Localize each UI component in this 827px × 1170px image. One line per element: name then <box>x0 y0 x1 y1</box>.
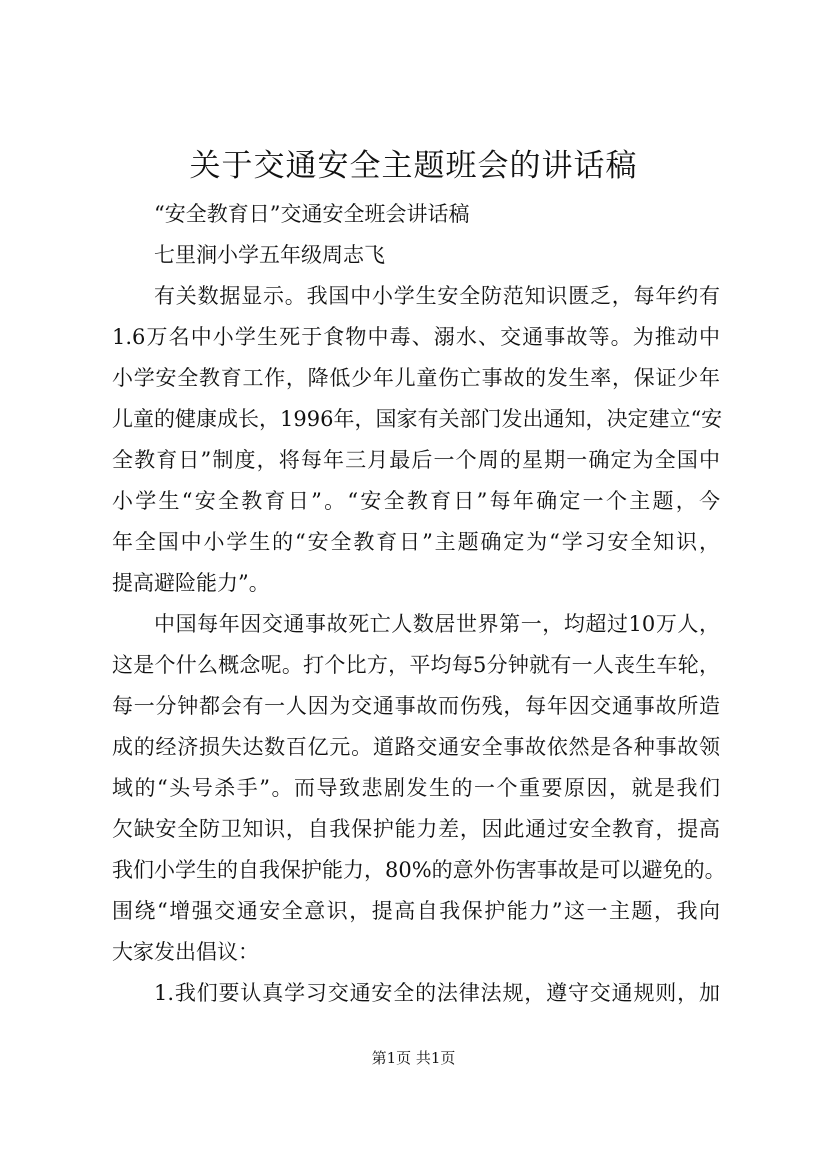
paragraph-1-line-1: 有关数据显示。我国中小学生安全防范知识匮乏，每年约有 <box>154 284 720 308</box>
paragraph-2-line-6: 欠缺安全防卫知识，自我保护能力差，因此通过安全教育，提高 <box>112 817 720 841</box>
paragraph-1-line-2: 1.6万名中小学生死于食物中毒、溺水、交通事故等。为推动中 <box>112 325 720 349</box>
page-number-footer: 第1页 共1页 <box>371 1049 456 1067</box>
paragraph-2-line-1: 中国每年因交通事故死亡人数居世界第一，均超过10万人， <box>154 612 720 636</box>
paragraph-2-line-3: 每一分钟都会有一人因为交通事故而伤残，每年因交通事故所造 <box>112 694 720 718</box>
paragraph-2-line-4: 成的经济损失达数百亿元。道路交通安全事故依然是各种事故领 <box>112 735 720 759</box>
document-title: 关于交通安全主题班会的讲话稿 <box>189 148 638 184</box>
paragraph-2-line-5: 域的“头号杀手”。而导致悲剧发生的一个重要原因，就是我们 <box>112 776 720 800</box>
paragraph-1-line-3: 小学安全教育工作，降低少年儿童伤亡事故的发生率，保证少年 <box>112 366 720 390</box>
paragraph-1-line-5: 全教育日”制度，将每年三月最后一个周的星期一确定为全国中 <box>112 448 720 472</box>
paragraph-2-line-7: 我们小学生的自我保护能力，80%的意外伤害事故是可以避免的。 <box>112 858 726 882</box>
paragraph-2-line-2: 这是个什么概念呢。打个比方，平均每5分钟就有一人丧生车轮， <box>112 653 720 677</box>
paragraph-2-line-8: 围绕“增强交通安全意识，提高自我保护能力”这一主题，我向 <box>112 899 720 923</box>
author-line: 七里涧小学五年级周志飞 <box>154 243 385 267</box>
paragraph-1-line-6: 小学生“安全教育日”。“安全教育日”每年确定一个主题，今 <box>112 489 720 513</box>
paragraph-1-line-8: 提高避险能力”。 <box>112 571 270 595</box>
paragraph-1-line-7: 年全国中小学生的“安全教育日”主题确定为“学习安全知识， <box>112 530 720 554</box>
subtitle-line: “安全教育日”交通安全班会讲话稿 <box>154 202 470 226</box>
list-item-1-line-1: 1.我们要认真学习交通安全的法律法规，遵守交通规则，加 <box>154 981 720 1005</box>
document-body <box>112 194 726 1014</box>
paragraph-1-line-4: 儿童的健康成长，1996年，国家有关部门发出通知，决定建立“安 <box>112 407 723 431</box>
paragraph-2-line-9: 大家发出倡议： <box>112 940 259 964</box>
